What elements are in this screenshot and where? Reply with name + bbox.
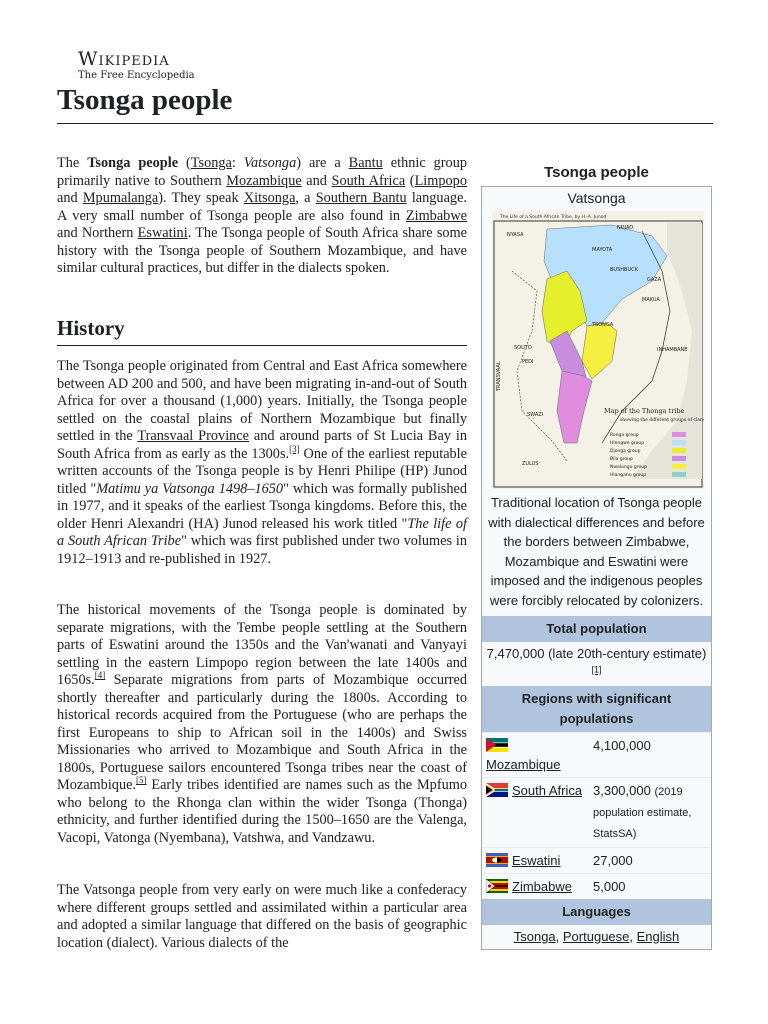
link-southern-bantu[interactable]: Southern Bantu [315,190,407,206]
link-south-africa[interactable]: South Africa [331,172,406,189]
map-label-zulus: ZULUS [522,461,539,467]
zimbabwe-flag-icon [486,879,508,893]
regions-header: Regions with significant populations [482,686,711,732]
map-header: The Life of a South African Tribe, by H.-A. Junod [500,215,607,220]
infobox-frame [481,186,712,950]
map-label-inhambane: INHAMBANE [657,347,688,353]
languages-header: Languages [482,899,711,925]
legend-hlanganu: Hlanganu group [610,473,647,478]
region-row-zimbabwe [482,873,711,899]
map-label-nyasa: NYASA [507,232,524,238]
map-legend-subtitle: showing the different groups of clans [620,418,704,423]
intro-paragraph: The Tsonga people (Tsonga: Vatsonga) are a Bantu ethnic group primarily native to Southern Mozambique and South Africa (Limpopo and Mpumalanga). They speak Xitsonga, a Southern Bantu language. A very small number of Tsonga people are also found in Zimbabwe and Northern Eswatini. The Tsonga people of South Africa share some history with the Tsonga people of Southern Mozambique, and have similar cultural practices, but differ in the dialects spoken. [57,155,468,276]
link-bantu[interactable]: Bantu [348,155,383,171]
link-limpopo[interactable]: Limpopo [414,172,467,189]
bold-term: Tsonga people [87,155,179,171]
region-row-eswatini [482,847,711,873]
south-africa-flag-icon [486,783,508,797]
history-paragraph-1: The Tsonga people originated from Central and East Africa somewhere between AD 200 and 500, and have been migrating in-and-out of South Africa for over a thousand (1,000) years. Initially, the Tsonga people settled on the coastal plains of Northern Mozambique but finally settled in the Transvaal Province and around parts of St Lucia Bay in South Africa from as early as the 1300s.[3] One of the earliest reputable written accounts of the Tsonga people is by Henri Philipe (HP) Junod titled "Matimu ya Vatsonga 1498–1650" which was formally published in 1977, and it speaks of the earliest Tsonga kingdoms. Before this, the older Henri Alexandri (HA) Junod released his work titled "The life of a South African Tribe" which was first published under two volumes in 1912–1913 and re-published in 1927. [57,358,468,567]
map-caption: Traditional location of Tsonga people with dialectical differences and before the borders between Zimbabwe, Mozambique and Eswatini were imposed and the indigenous peoples were forcibly relocated by colonizers. [488,495,705,608]
link-eswatini[interactable]: Eswatini [137,225,188,241]
link-mozambique[interactable]: Mozambique [226,172,302,189]
map-label-ndjao: NDJAO [617,225,634,231]
legend-ronga: Ronga group [610,433,639,438]
history-paragraph-2: The historical movements of the Tsonga people is dominated by separate migrations, with the Tembe people settling at the Southern parts of Eswatini around the 1350s and the Van'wanati and Vanyayi settling in the eastern Limpopo region between the late 1400s and 1650s.[4] Separate migrations from parts of Mozambique occurred shortly thereafter and particularly during the 1800s. According to historical records acquired from the Portuguese (who are perhaps the first Europeans to ship to African soil in the 1400s) and Swiss Missionaries who arrived to Mozambique and South Africa in the 1800s, Portuguese sailors encountered Tsonga tribes near the coast of Mozambique.[5] Early tribes identified are names such as the Mpfumo who belong to the Rhonga clan within the wider Tsonga (Thonga) ethnicity, and further identified during the 1500–1650 are the Valenga, Vacopi, Vatonga (Nyembana), Vatshwa, and Vandzawu. [57,602,467,846]
thonga-map-image [492,211,704,489]
link-language-tsonga[interactable]: Tsonga [513,929,556,944]
infobox [481,160,712,950]
map-label-mayota: MAYOTA [592,247,613,253]
link-zimbabwe[interactable]: Zimbabwe [405,207,467,224]
wikipedia-tagline: The Free Encyclopedia [78,70,195,81]
infobox-subtitle: Vatsonga [567,190,626,206]
map-label-transvaal: TRANSVAAL [496,361,502,391]
link-xitsonga[interactable]: Xitsonga [243,190,296,206]
map-label-bushbuck: BUSHBUCK [610,267,638,273]
wikipedia-name: Wikipedia [78,48,170,70]
map-label-swazi: SWAZI [527,412,544,418]
title-divider [57,123,713,124]
map-label-souto: SOUTO [514,345,532,351]
ref-5[interactable]: [5] [136,775,147,786]
link-south-africa-region[interactable]: South Africa [512,783,583,798]
history-paragraph-3: The Vatsonga people from very early on were much like a confederacy where different groups settled and assimilated within a particular area and adopted a similar language that differed on the basis of geographic location (dialect). Various dialects of the [57,882,467,951]
total-population-header: Total population [482,616,711,642]
map-legend-title: Map of the Thonga tribe [604,407,685,415]
link-transvaal-province[interactable]: Transvaal Province [137,428,250,444]
link-eswatini-region[interactable]: Eswatini [512,853,561,868]
link-zimbabwe-region[interactable]: Zimbabwe [512,879,572,894]
mozambique-flag-icon [486,738,508,752]
map-label-gaza: GAZA [647,277,662,283]
region-value: 5,000 [593,879,626,894]
ref-4[interactable]: [4] [94,670,106,681]
ref-1[interactable]: [1] [591,664,602,675]
history-heading: History [57,316,125,340]
infobox-map[interactable] [492,211,704,489]
eswatini-flag-icon [486,853,508,867]
region-value: 4,100,000 [593,738,651,753]
total-population-value: 7,470,000 (late 20th-century estimate)[1] [486,646,707,675]
region-value: 3,300,000 [593,783,651,798]
ref-3[interactable]: [3] [289,443,300,454]
region-row-mozambique [482,732,711,777]
link-tsonga[interactable]: Tsonga [190,155,232,171]
languages-list: Tsonga, Portuguese, English [513,929,680,944]
region-note: (2019 population estimate, StatsSA) [593,786,692,840]
page-title: Tsonga people [57,84,233,116]
link-mozambique-region[interactable]: Mozambique [486,757,561,772]
map-label-tsonga: TSONGA [592,322,614,328]
infobox-title: Tsonga people [544,164,649,181]
region-row-south-africa [482,777,711,847]
legend-bila: Bila group [610,457,633,462]
region-value: 27,000 [593,853,633,868]
link-language-portuguese[interactable]: Portuguese [562,929,630,944]
legend-nwalungu: Nwalungu group [610,465,647,470]
map-label-makua: MAKUA [642,297,660,303]
legend-djonga: Djonga group [610,449,641,454]
link-mpumalanga[interactable]: Mpumalanga [82,190,159,206]
history-divider [57,345,467,346]
link-language-english[interactable]: English [636,929,680,944]
legend-hlengwe: Hlengwe group [610,441,645,446]
map-label-pedi: PEDI [522,359,534,365]
wikipedia-wordmark[interactable] [78,49,195,82]
